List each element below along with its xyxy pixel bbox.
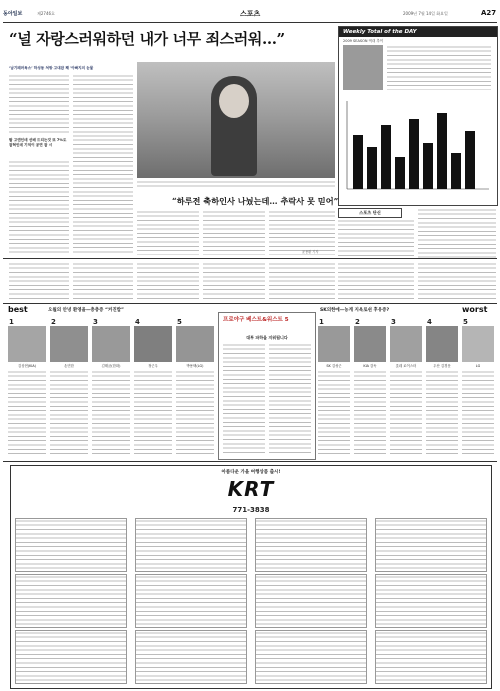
page-number: A27 [481, 9, 497, 17]
best-item-2 [50, 318, 88, 458]
worst-photo [462, 326, 494, 362]
best-name: 김상현(KIA) [17, 364, 36, 368]
best-item-3 [92, 318, 130, 458]
best-photo [8, 326, 46, 362]
best-tiles [8, 318, 214, 458]
lower-col-3 [137, 262, 199, 300]
best-photo [176, 326, 214, 362]
best-number: 2 [51, 318, 56, 326]
lower-col-7 [418, 262, 496, 300]
lower-col-4 [203, 262, 265, 300]
best-text [176, 370, 214, 456]
ad-chart-header [339, 27, 497, 37]
center-feature [218, 312, 316, 460]
best-name: 김태균(한화) [101, 364, 121, 368]
brief-col-1 [338, 219, 414, 259]
best-text [50, 370, 88, 456]
ad-chart-title: Weekly Total of the DAY [343, 28, 417, 35]
worst-item-4 [426, 318, 458, 458]
ad-chart-player-photo [343, 45, 383, 90]
worst-text [390, 370, 422, 456]
ad-cell [255, 630, 367, 684]
ad-slogan: 아름다운 가을 여행상품 출시! [221, 470, 281, 475]
mid-body-col-3 [269, 210, 335, 255]
travel-ad [10, 465, 492, 689]
photo-face [219, 84, 249, 118]
ad-grid [15, 518, 487, 684]
best-item-4 [134, 318, 172, 458]
worst-tiles [318, 318, 496, 458]
issue-number: 제2746호 [37, 10, 55, 16]
lower-col-2 [73, 262, 133, 300]
ad-cell [15, 574, 127, 628]
brief-col-2 [418, 208, 496, 259]
photo-caption [137, 180, 335, 190]
worst-item-2 [354, 318, 386, 458]
center-subtitle: 대투 파하을 지워됩니다 [246, 335, 288, 340]
best-name: 박용택(LG) [186, 364, 204, 368]
masthead-bar [3, 6, 497, 22]
ad-cell [135, 574, 247, 628]
best-number: 4 [135, 318, 140, 326]
best-photo [50, 326, 88, 362]
best-title: 오월의 안녕 환영을—충충증 “커진밥” [48, 308, 124, 313]
paper-name: 동아일보 [3, 11, 23, 17]
main-photo [137, 62, 335, 178]
ad-cell [255, 518, 367, 572]
ad-chart-bars [343, 95, 493, 195]
worst-item-1 [318, 318, 350, 458]
issue-date: 2009년 7월 14일 화요일 [403, 10, 448, 16]
lead-body-col-3 [9, 160, 69, 255]
worst-photo [426, 326, 458, 362]
ad-cell [375, 574, 487, 628]
lead-body-col-4 [73, 134, 133, 255]
lower-col-6 [338, 262, 414, 300]
worst-number: 2 [355, 318, 360, 326]
mid-body-col-1 [137, 210, 199, 255]
best-item-5 [176, 318, 214, 458]
lead-body-col-2 [73, 74, 133, 134]
best-text [8, 370, 46, 456]
worst-number: 1 [319, 318, 324, 326]
worst-number: 5 [463, 318, 468, 326]
best-text [134, 370, 172, 456]
lead-body-col-1 [9, 74, 69, 134]
best-number: 1 [9, 318, 14, 326]
section-title: 스포츠 [240, 10, 261, 18]
worst-text [354, 370, 386, 456]
lower-col-5 [269, 262, 335, 300]
best-photo [92, 326, 130, 362]
worst-photo [354, 326, 386, 362]
best-tag: best [8, 305, 28, 314]
ad-cell [15, 630, 127, 684]
worst-name: SK 김성근 [326, 364, 342, 368]
worst-number: 4 [427, 318, 432, 326]
worst-item-3 [390, 318, 422, 458]
ad-chart-caption-lines [387, 45, 491, 90]
strip-top-rule [3, 303, 497, 304]
ad-cell [135, 630, 247, 684]
ad-cell [375, 518, 487, 572]
ad-chart-subtitle: 2009 SEASON 역대 추이 [343, 39, 384, 43]
lead-byline: 윤용환 기자 [302, 250, 319, 254]
worst-photo [318, 326, 350, 362]
worst-name: 두산 김경문 [433, 364, 451, 368]
worst-text [318, 370, 350, 456]
ad-cell [15, 518, 127, 572]
best-number: 5 [177, 318, 182, 326]
quote-headline: “하루전 축하인사 나눴는데… 추락사 못 믿어” [172, 196, 339, 206]
worst-text [426, 370, 458, 456]
worst-title: SK의한에—농게 지옥로쉰 후유증? [320, 308, 390, 313]
kicker-1: ‘남기패러독스’ 하성동 처방 고대잡 째 '아빠지의 눈물 [9, 66, 94, 70]
best-text [92, 370, 130, 456]
best-name: 손민한 [64, 364, 74, 368]
ad-brand-banner [191, 477, 311, 507]
best-photo [134, 326, 172, 362]
ad-phone: 771-3838 [232, 506, 270, 514]
lead-headline: “널 자랑스러워하던 내가 너무 죄스러워…” [9, 30, 285, 48]
strip-bottom-rule [3, 461, 497, 462]
best-item-1 [8, 318, 46, 458]
brief-box [338, 208, 496, 258]
worst-number: 3 [391, 318, 396, 326]
worst-name: LG [475, 364, 481, 368]
lower-col-1 [9, 262, 69, 300]
brief-title: 스포츠 단신 [338, 208, 402, 218]
worst-photo [390, 326, 422, 362]
mid-body-col-2 [203, 210, 265, 255]
ad-chart-box [338, 26, 498, 206]
center-body-1 [223, 343, 265, 455]
ad-cell [375, 630, 487, 684]
worst-text [462, 370, 494, 456]
kicker-2: 팔 고엔인데 선배 드리는것 또 7%도 잡혀인데 기억이 공연 잡 시 [9, 138, 67, 147]
worst-item-5 [462, 318, 494, 458]
best-name: 정근우 [148, 364, 158, 368]
worst-tag: worst [462, 305, 488, 314]
ad-cell [255, 574, 367, 628]
mid-section-rule [3, 258, 497, 259]
center-title: 프로야구 베스트&워스트 5 [223, 317, 289, 323]
center-body-2 [269, 343, 311, 455]
best-number: 3 [93, 318, 98, 326]
header-rule [3, 22, 497, 23]
ad-brand: KRT [227, 477, 275, 501]
ad-cell [135, 518, 247, 572]
worst-name: KIA 감독 [363, 364, 377, 368]
worst-name: 롯데 로이스터 [395, 364, 417, 368]
